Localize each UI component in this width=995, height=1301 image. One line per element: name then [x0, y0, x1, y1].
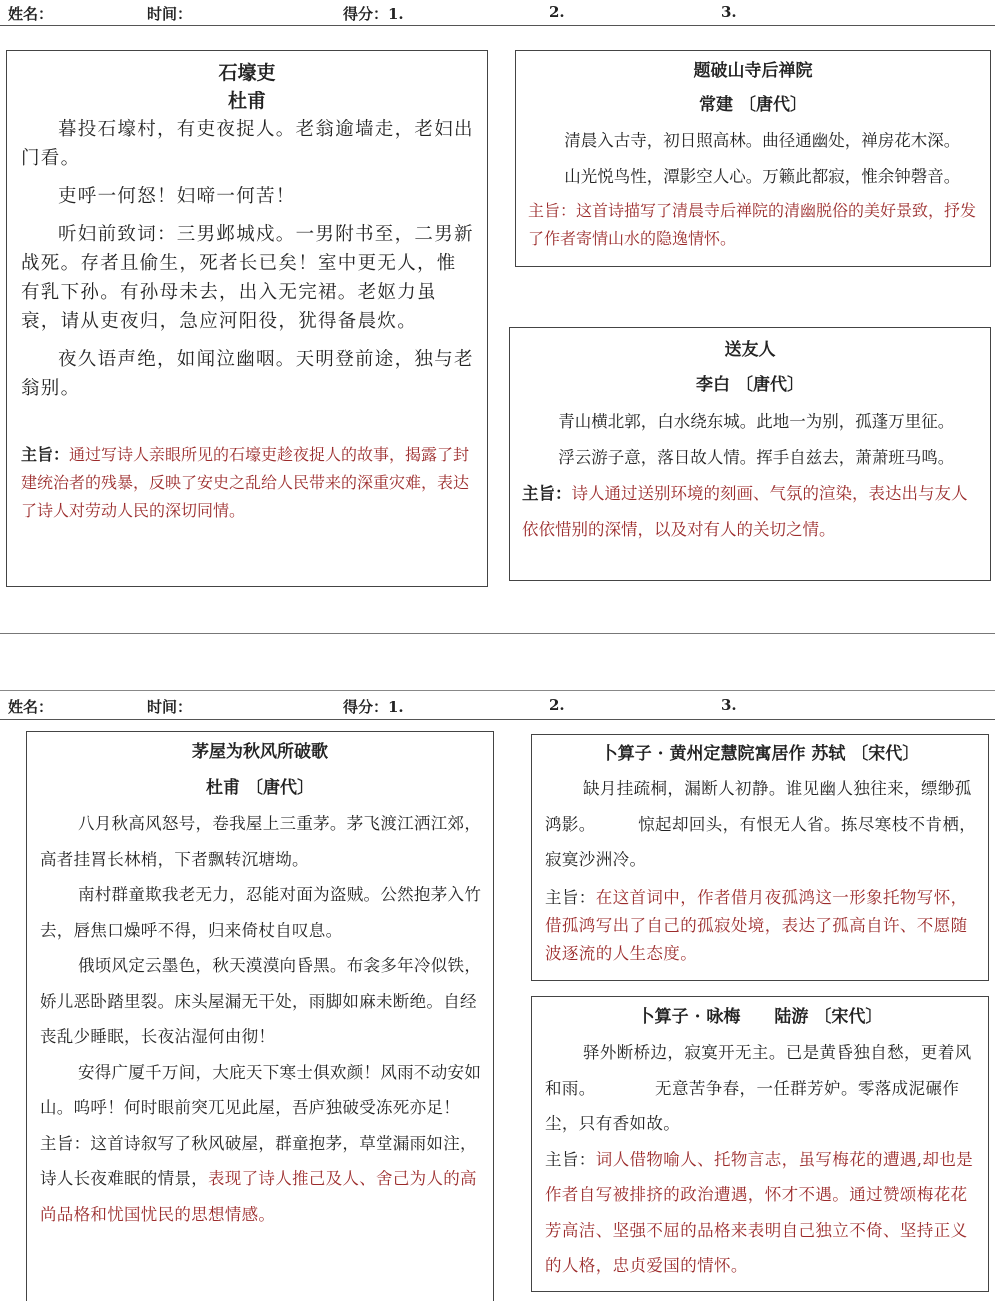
- poem-box-shihaoli: [6, 50, 488, 587]
- poem-title: 送友人: [724, 340, 776, 360]
- poem-line: 浮云游子意，落日故人情。挥手自兹去，萧萧班马鸣。: [558, 448, 955, 467]
- theme-label: 主旨：: [545, 887, 596, 907]
- time-label: 时间：: [147, 698, 193, 716]
- theme-label: 主旨：: [40, 1133, 91, 1153]
- name-label: 姓名：: [8, 698, 54, 716]
- header-top-rule-2: [0, 690, 995, 691]
- score-2-label: 2.: [549, 3, 565, 21]
- poem-line: 山光悦鸟性，潭影空人心。万籁此都寂，惟余钟磬音。: [564, 167, 961, 186]
- theme-label: 主旨：: [522, 484, 572, 503]
- score-3-label: 3.: [721, 3, 737, 21]
- poem-theme: 通过写诗人亲眼所见的石壕吏趁夜捉人的故事，揭露了封建统治者的残暴，反映了安史之乱给人民带来的深重灾难，表达了诗人对劳动人民的深切同情。: [21, 445, 470, 520]
- poem-text: 驿外断桥边，寂寞开无主。已是黄昏独自愁，更着风和雨。 无意苦争春，一任群芳妒。零落成泥碾作尘，只有香如故。: [545, 1043, 972, 1133]
- poem-stanza: 听妇前致词：三男邺城戍。一男附书至，二男新战死。存者且偷生，死者长已矣！室中更无人，惟有乳下孙。有孙母未去，出入无完裙。老妪力虽衰，请从吏夜归，急应河阳役，犹得备晨炊。: [21, 224, 474, 332]
- poem-author: 李白 〔唐代〕: [696, 375, 804, 395]
- time-label: 时间：: [147, 5, 193, 23]
- theme-label: 主旨：: [528, 201, 577, 220]
- poem-line: 青山横北郭，白水绕东城。此地一为别，孤蓬万里征。: [558, 412, 955, 431]
- score-label: 得分：1.: [343, 5, 404, 23]
- worksheet-header-2: [0, 693, 995, 719]
- poem-theme: 词人借物喻人、托物言志，虽写梅花的遭遇,却也是作者自写被排挤的政治遭遇，怀才不遇。通过赞颂梅花花芳高洁、坚强不屈的品格来表明自己独立不倚、坚持正义的人格，忠贞爱国的情怀。: [545, 1149, 974, 1275]
- poem-title: 石壕吏: [218, 62, 276, 84]
- score-3-label: 3.: [721, 696, 737, 714]
- name-label: 姓名：: [8, 5, 54, 23]
- poem-theme: 在这首词中，作者借月夜孤鸿这一形象托物写怀，借孤鸿写出了自己的孤寂处境，表达了孤高自许、不愿随波逐流的人生态度。: [545, 887, 968, 963]
- poem-box-songyouren: [509, 327, 991, 581]
- poem-box-poshan: [515, 50, 991, 267]
- page-separator: [0, 633, 995, 634]
- poem-theme: 表现了诗人推己及人、舍己为人的高尚品格和忧国忧民的思想情感。: [40, 1169, 477, 1224]
- score-label: 得分：1.: [343, 698, 404, 716]
- poem-title: 卜算子 · 咏梅 陆游 〔宋代〕: [637, 1007, 883, 1027]
- poem-text: 缺月挂疏桐，漏断人初静。谁见幽人独往来，缥缈孤鸿影。 惊起却回头，有恨无人省。拣尽寒枝不肯栖，寂寞沙洲冷。: [545, 779, 977, 869]
- poem-line: 清晨入古寺，初日照高林。曲径通幽处，禅房花木深。: [564, 131, 961, 150]
- poem-theme: 诗人通过送别环境的刻画、气氛的渲染，表达出与友人依依惜别的深情，以及对有人的关切之情。: [522, 484, 968, 539]
- poem-theme-plain: 这首诗叙写了秋风破屋，群童抱茅，草堂漏雨如注，诗人长夜难眠的情景，: [40, 1133, 477, 1188]
- poem-title: 茅屋为秋风所破歌: [192, 742, 328, 762]
- poem-stanza: 夜久语声绝，如闻泣幽咽。天明登前途，独与老翁别。: [21, 349, 474, 399]
- poem-theme: 这首诗描写了清晨寺后禅院的清幽脱俗的美好景致，抒发了作者寄情山水的隐逸情怀。: [528, 201, 977, 248]
- worksheet-header-1: [0, 0, 995, 26]
- poem-stanza: 暮投石壕村，有吏夜捉人。老翁逾墙走，老妇出门看。: [21, 119, 474, 169]
- poem-stanza: 八月秋高风怒号，卷我屋上三重茅。茅飞渡江洒江郊，高者挂罥长林梢，下者飘转沉塘坳。: [40, 814, 482, 869]
- poem-title: 卜算子 · 黄州定慧院寓居作 苏轼 〔宋代〕: [600, 744, 920, 764]
- score-2-label: 2.: [549, 696, 565, 714]
- poem-box-busuanzi-yongmei: [531, 996, 989, 1292]
- poem-stanza: 南村群童欺我老无力，忍能对面为盗贼。公然抱茅入竹去，唇焦口燥呼不得，归来倚杖自叹息。: [40, 885, 482, 940]
- poem-author: 杜甫: [227, 90, 266, 112]
- theme-label: 主旨：: [545, 1149, 596, 1169]
- poem-box-busuanzi-huangzhou: [531, 734, 989, 981]
- poem-box-maowu: [26, 731, 494, 1301]
- poem-author: 杜甫 〔唐代〕: [206, 778, 314, 798]
- poem-stanza: 吏呼一何怒！妇啼一何苦！: [58, 186, 296, 207]
- header-rule-2: [0, 719, 995, 720]
- theme-label: 主旨：: [21, 445, 70, 464]
- poem-author: 常建 〔唐代〕: [699, 95, 807, 115]
- poem-stanza: 安得广厦千万间，大庇天下寒士俱欢颜！风雨不动安如山。呜呼！何时眼前突兀见此屋，吾庐独破受冻死亦足！: [40, 1062, 482, 1117]
- header-rule-1: [0, 25, 995, 26]
- poem-title: 题破山寺后禅院: [693, 61, 813, 81]
- poem-stanza: 俄顷风定云墨色，秋天漠漠向昏黑。布衾多年冷似铁，娇儿恶卧踏里裂。床头屋漏无干处，雨脚如麻未断绝。自经丧乱少睡眠，长夜沾湿何由彻！: [40, 956, 482, 1046]
